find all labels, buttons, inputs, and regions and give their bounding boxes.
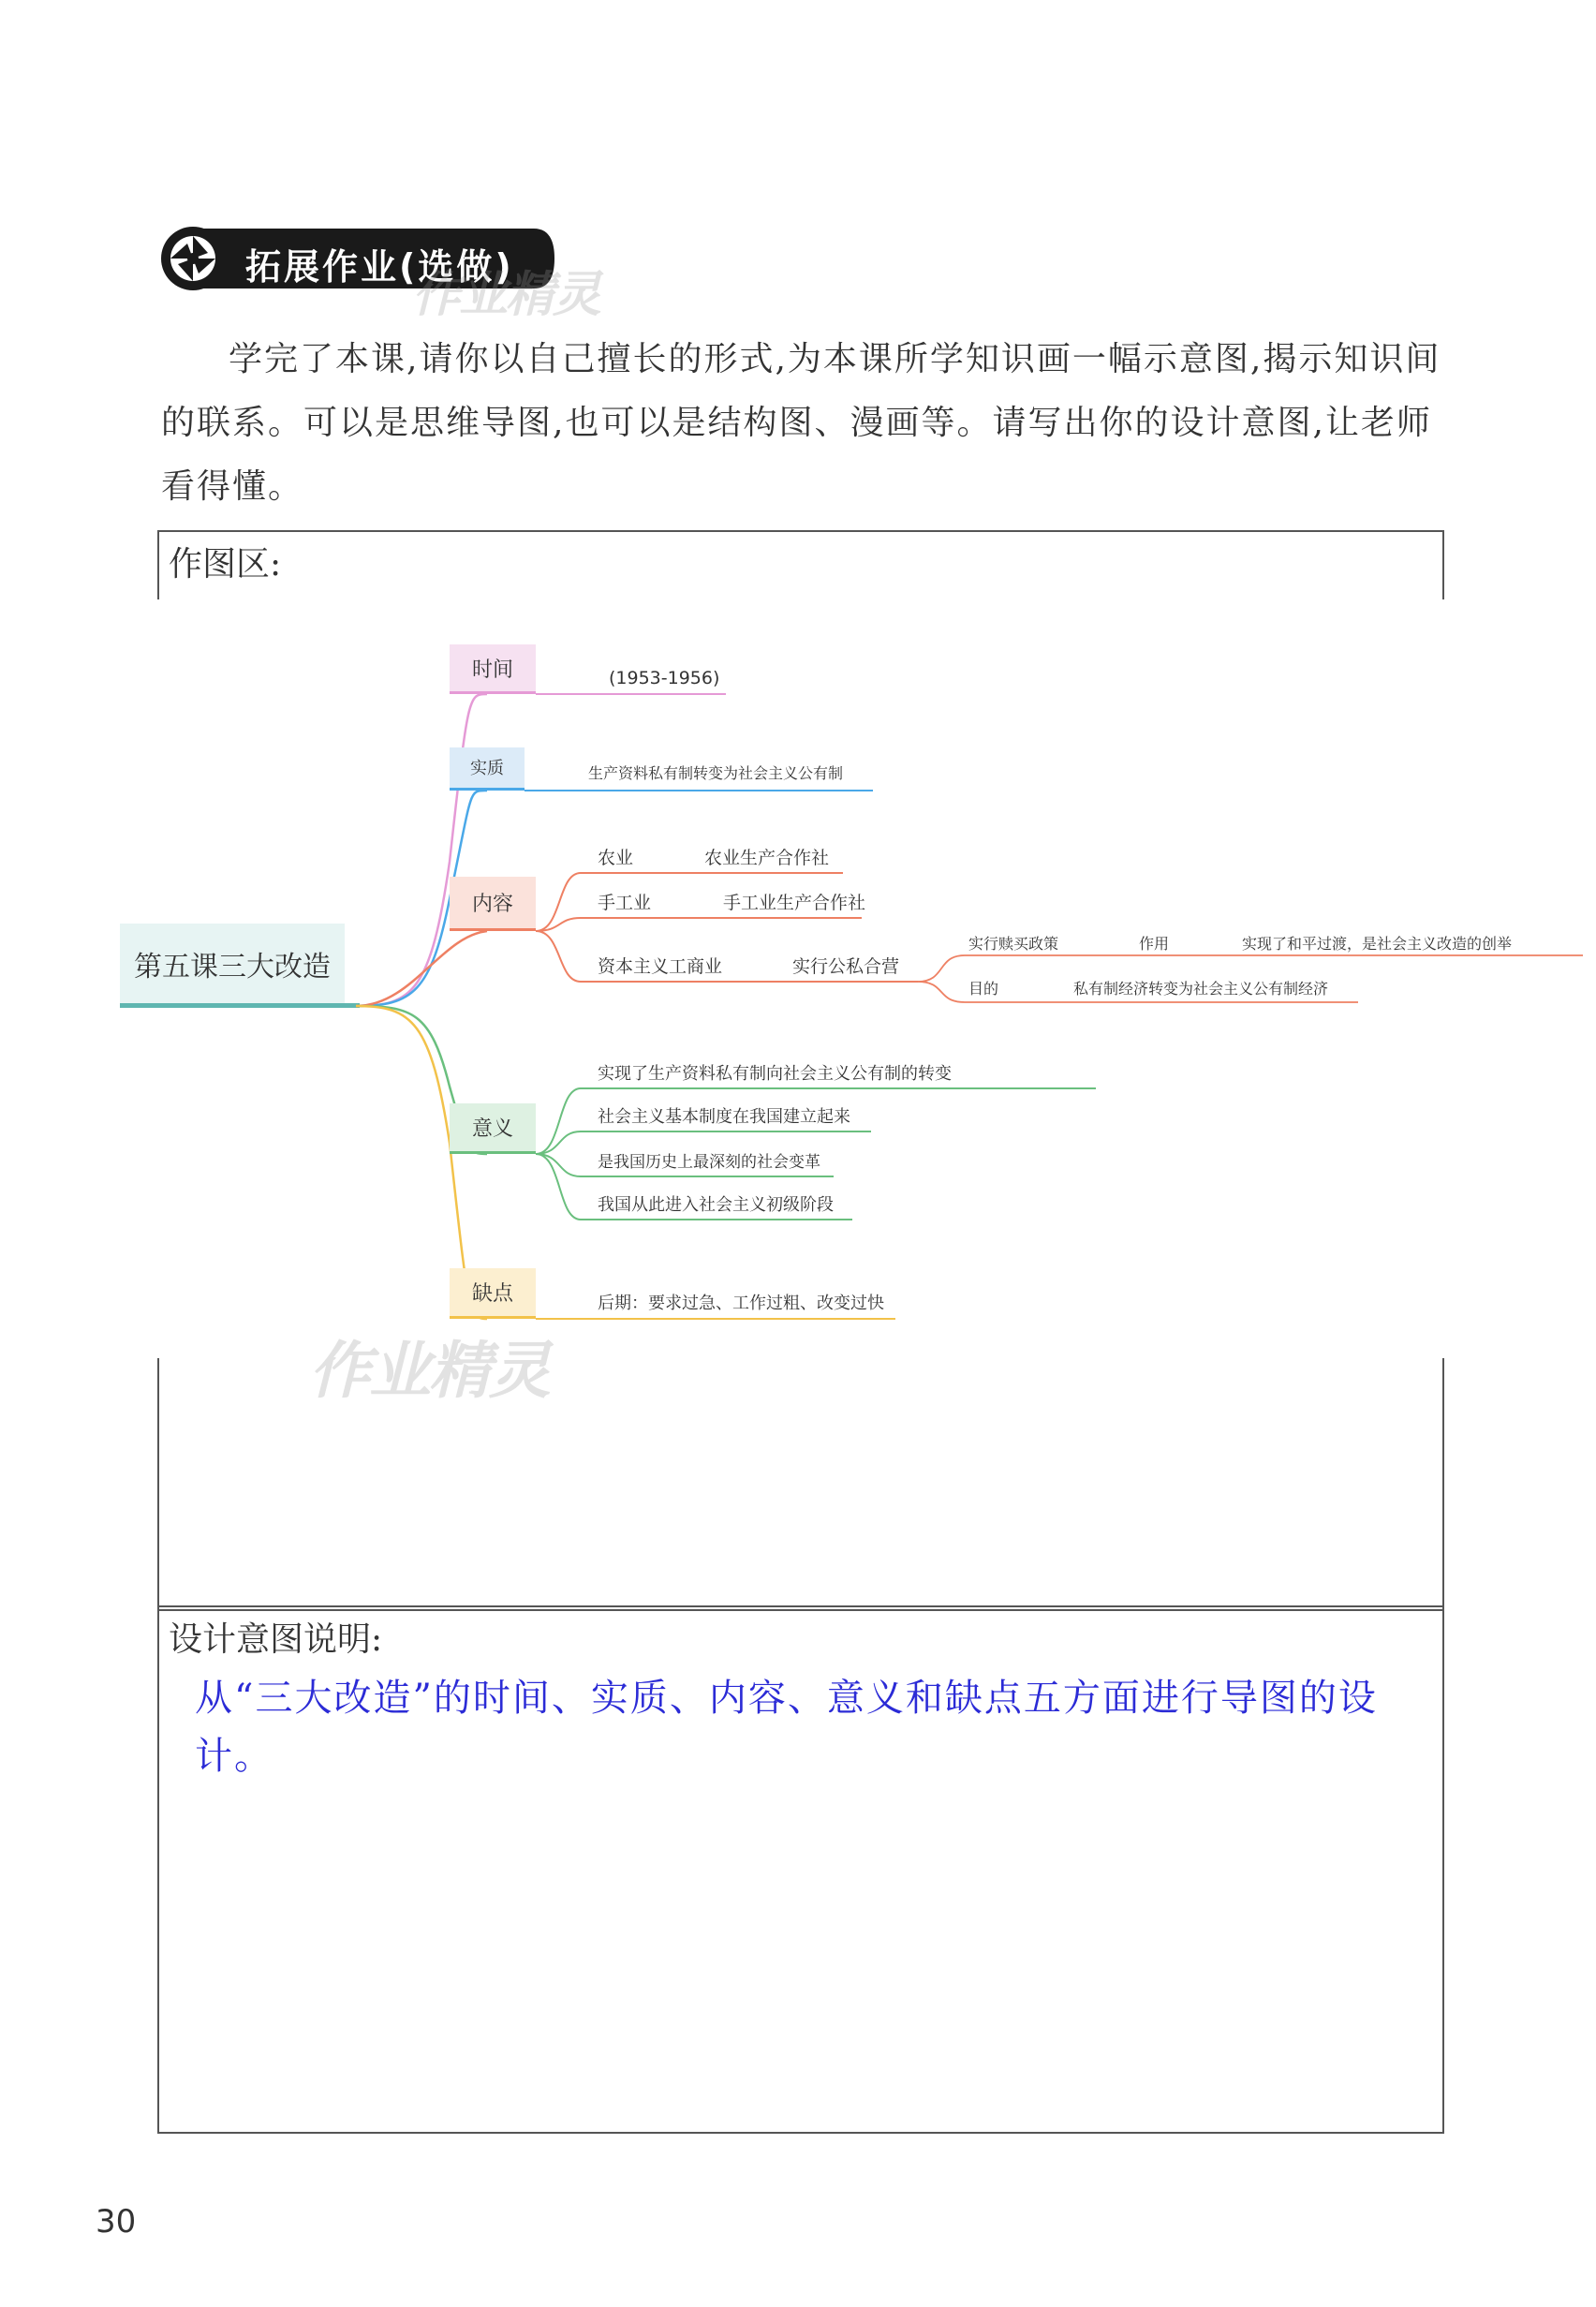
significance-item: 实现了生产资料私有制向社会主义公有制的转变 [598,1064,952,1084]
significance-item: 是我国历史上最深刻的社会变革 [598,1153,820,1172]
content-item-b: 手工业生产合作社 [723,893,866,913]
mindmap-root [120,924,360,1008]
branch-shortcoming-value: 后期：要求过急、工作过粗、改变过快 [598,1294,884,1313]
branch-significance-label: 意义 [471,1117,514,1141]
content-sub-effect-label: 作用 [1139,935,1170,953]
branch-essence [450,747,873,791]
content-sub-purpose-label: 目的 [968,980,999,998]
branch-time-value: (1953-1956) [609,668,720,688]
watermark: 作业精灵 [412,267,600,323]
branch-essence-value: 生产资料私有制转变为社会主义公有制 [588,764,844,782]
mindmap-root-label: 第五课三大改造 [134,951,331,983]
watermark: 作业精灵 [309,1335,549,1407]
content-item-b: 实行公私合营 [792,956,900,977]
aperture-icon [161,227,225,290]
intro-paragraph: 学完了本课,请你以自己擅长的形式,为本课所学知识画一幅示意图,揭示知识间的联系。可以是思维导图,也可以是结构图、漫画等。请写出你的设计意图,让老师看得懂。 [161,340,1441,506]
branch-time [450,644,726,694]
content-item-a: 手工业 [598,893,652,913]
mindmap [75,599,1596,1358]
content-item-a: 农业 [598,848,634,868]
content-sub-policy: 实行赎买政策 [968,935,1059,953]
content-sub-effect: 实现了和平过渡，是社会主义改造的创举 [1242,935,1513,953]
branch-shortcoming [450,1268,895,1319]
branch-significance [450,1064,1096,1220]
section-title: 拓展作业(选做) [245,246,514,288]
content-item-b: 农业生产合作社 [704,848,830,868]
content-sub-purpose: 私有制经济转变为社会主义公有制经济 [1073,980,1329,998]
branch-shortcoming-label: 缺点 [471,1282,514,1306]
branch-content-label: 内容 [471,893,514,916]
significance-item: 我国从此进入社会主义初级阶段 [598,1195,834,1215]
content-item-a: 资本主义工商业 [598,956,723,977]
branch-content [450,848,1583,1002]
branch-time-label: 时间 [471,658,514,682]
design-intent-label: 设计意图说明: [169,1620,383,1659]
drawing-area-label: 作图区: [169,545,282,584]
branch-essence-label: 实质 [470,759,504,778]
page-number: 30 [96,2203,137,2240]
handwritten-answer: 从“三大改造”的时间、实质、内容、意义和缺点五方面进行导图的设计。 [195,1677,1378,1778]
significance-item: 社会主义基本制度在我国建立起来 [598,1107,850,1127]
